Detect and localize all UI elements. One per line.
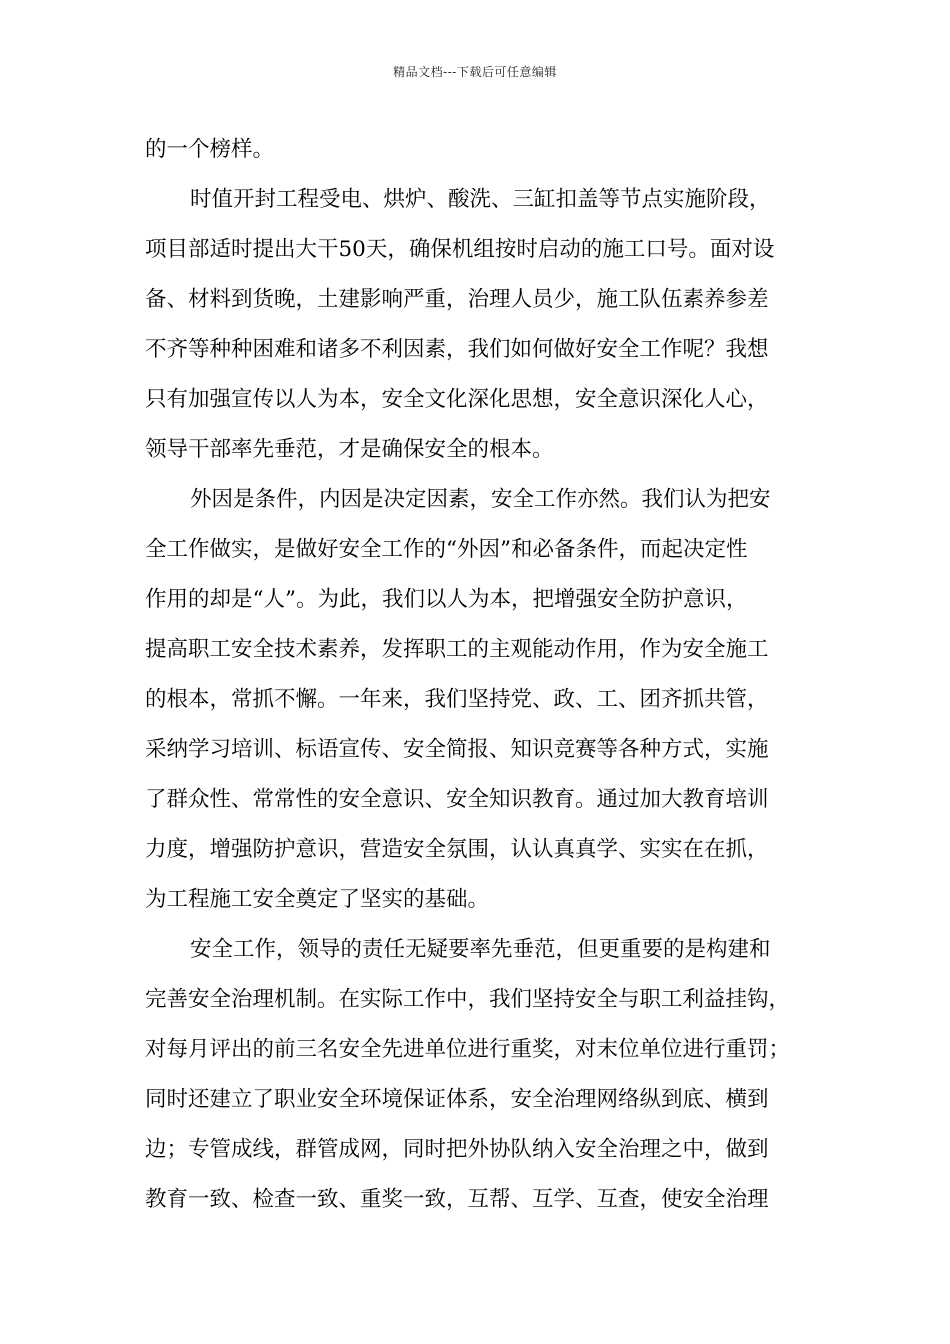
- text-line: 了群众性、常常性的安全意识、安全知识教育。通过加大教育培训: [145, 787, 769, 812]
- text-line: 的一个榜样。: [145, 137, 275, 162]
- text-line: 作用的却是“人”。为此，我们以人为本，把增强安全防护意识，: [145, 587, 748, 612]
- text-line: 时值开封工程受电、烘炉、酸洗、三缸扣盖等节点实施阶段，: [190, 187, 771, 212]
- text-line: 安全工作，领导的责任无疑要率先垂范，但更重要的是构建和: [190, 937, 771, 962]
- text-line: 对每月评出的前三名安全先进单位进行重奖，对末位单位进行重罚；: [145, 1037, 791, 1062]
- text-line: 备、材料到货晚，土建影响严重，治理人员少，施工队伍素养参差: [145, 287, 769, 312]
- text-line: 外因是条件，内因是决定因素，安全工作亦然。我们认为把安: [190, 487, 771, 512]
- text-line: 教育一致、检查一致、重奖一致，互帮、互学、互查，使安全治理: [145, 1187, 769, 1212]
- text-line: 全工作做实，是做好安全工作的“外因”和必备条件，而起决定性: [145, 537, 748, 562]
- text-line: 项目部适时提出大干50天，确保机组按时启动的施工口号。面对设: [145, 237, 775, 262]
- text-line: 只有加强宣传以人为本，安全文化深化思想，安全意识深化人心，: [145, 387, 769, 412]
- text-line: 边；专管成线，群管成网，同时把外协队纳入安全治理之中，做到: [145, 1137, 769, 1162]
- page-header: 精品文档---下载后可任意编辑: [393, 65, 557, 79]
- text-line: 为工程施工安全奠定了坚实的基础。: [145, 887, 490, 912]
- text-line: 提高职工安全技术素养，发挥职工的主观能动作用，作为安全施工: [145, 637, 769, 662]
- text-line: 采纳学习培训、标语宣传、安全简报、知识竞赛等各种方式，实施: [145, 737, 769, 762]
- text-line: 同时还建立了职业安全环境保证体系，安全治理网络纵到底、横到: [145, 1087, 769, 1112]
- text-line: 力度，增强防护意识，营造安全氛围，认认真真学、实实在在抓，: [145, 837, 769, 862]
- text-line: 完善安全治理机制。在实际工作中，我们坚持安全与职工利益挂钩，: [145, 987, 791, 1012]
- text-line: 的根本，常抓不懈。一年来，我们坚持党、政、工、团齐抓共管，: [145, 687, 769, 712]
- text-line: 领导干部率先垂范，才是确保安全的根本。: [145, 437, 554, 462]
- text-line: 不齐等种种困难和诸多不利因素，我们如何做好安全工作呢？我想: [145, 337, 769, 362]
